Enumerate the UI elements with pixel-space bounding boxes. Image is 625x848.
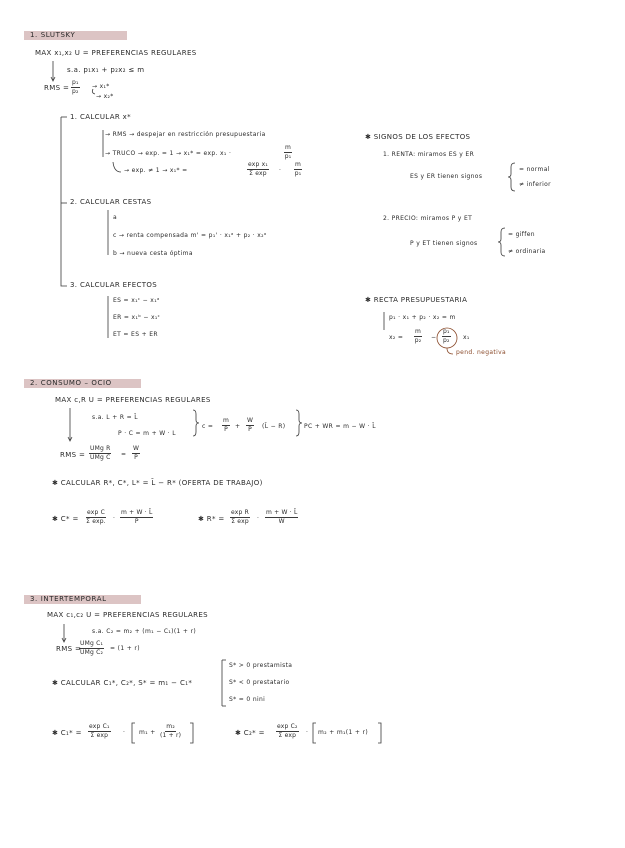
s1-step2-title: 2. CALCULAR CESTAS [70, 198, 152, 206]
s2-maximize: MAX c,R U = PREFERENCIAS REGULARES [55, 396, 211, 404]
s1-step1-exp-fraction: $\frac{\text{exp x₁}}{\text{Σ exp}}$ [248, 161, 269, 177]
s1-es: ES = x₁ᶜ − x₁ᵃ [113, 297, 160, 304]
s2-calcular: ✱ CALCULAR R*, C*, L* = L̄ − R* (OFERTA DE TRABAJO) [52, 479, 263, 487]
s1-normal: = normal [519, 166, 550, 173]
section-1-header: 1. SLUTSKY [24, 31, 127, 40]
s2-cstar-exp: $\frac{\text{exp C}}{\text{Σ exp.}}$ [86, 509, 106, 525]
s1-step1-exp-not-one: → exp. ≠ 1 → x₁* = [124, 167, 188, 174]
s1-giffen: = giffen [508, 231, 535, 238]
s1-step1-rms: → RMS → despejar en restricción presupuestaria [105, 131, 266, 138]
s3-s-positive: S* > 0 prestamista [229, 662, 293, 669]
s1-ordinaria: ≠ ordinaria [508, 248, 546, 255]
s2-c-label: c = [202, 423, 214, 430]
s3-c1-bracket-frac: $\frac{\text{m₂}}{(1 + r)}$ [160, 723, 182, 739]
s1-er: ER = x₁ᵇ − x₁ᶜ [113, 314, 161, 321]
s1-x1-tail: x₁ [463, 334, 470, 341]
s3-c2-exp: $\frac{\text{exp C₂}}{\text{Σ exp}}$ [277, 723, 298, 739]
s2-constraint-2: P · C = m + W · L [118, 430, 177, 437]
s3-rms-tail: = (1 + r) [110, 645, 140, 652]
s1-step1-m-fraction: $\frac{m}{\text{p₁}}$ [294, 161, 302, 177]
s1-pendiente-negativa: pend. negativa [456, 349, 507, 356]
s3-rms-label: RMS = [56, 645, 82, 653]
s3-s-negative: S* < 0 prestatario [229, 679, 290, 686]
s1-step2-b: b → nueva cesta óptima [113, 250, 193, 257]
s2-rstar-exp: $\frac{\text{exp R}}{\text{Σ exp}}$ [231, 509, 250, 525]
s2-c-tail: (L̄ − R) [262, 423, 286, 430]
s2-rstar-income: $\frac{m + W \cdot L̄}{W}$ [266, 509, 298, 525]
s1-x1-star: → x₁* [92, 83, 110, 90]
s2-c-frac-2: $\frac{W}{P}$ [247, 417, 254, 433]
s2-budget-line: PC + WR = m − W · L̄ [304, 423, 376, 430]
s1-renta-question: ES y ER tienen signos [410, 173, 483, 180]
s1-slope: $\frac{\text{p₁}}{\text{p₂}}$ [443, 328, 450, 344]
s1-renta: 1. RENTA: miramos ES y ER [383, 151, 475, 158]
s1-step1-title: 1. CALCULAR x* [70, 113, 131, 121]
s3-maximize: MAX c₁,c₂ U = PREFERENCIAS REGULARES [47, 611, 208, 619]
s1-maximize: MAX x₁,x₂ U = PREFERENCIAS REGULARES [35, 49, 197, 57]
s2-rms-price-ratio: $\frac{W}{P}$ [133, 445, 140, 461]
s1-x2-label: x₂ = [389, 334, 404, 341]
s3-c2-label: ✱ C₂* = [235, 729, 265, 737]
s1-inferior: ≠ inferior [519, 181, 551, 188]
s3-rms-fraction: UMg C₁ UMg C₂ [80, 640, 104, 656]
s2-rstar-label: ✱ R* = [198, 515, 225, 523]
s1-precio: 2. PRECIO: miramos P y ET [383, 215, 473, 222]
section-3-header: 3. INTERTEMPORAL [24, 595, 141, 604]
s2-rms-label: RMS = [60, 451, 86, 459]
s3-constraint: s.a. C₂ = m₂ + (m₁ − C₁)(1 + r) [92, 628, 197, 635]
s1-et: ET = ES + ER [113, 331, 158, 338]
s3-calcular: ✱ CALCULAR C₁*, C₂*, S* = m₁ − C₁* [52, 679, 193, 687]
s2-cstar-income: $\frac{m + W \cdot L̄}{P}$ [121, 509, 153, 525]
s1-step2-a: a [113, 214, 118, 221]
s1-step1-truco: → TRUCO → exp. = 1 → x₁* = exp. x₁ · [105, 150, 232, 157]
s1-signos-title: ✱ SIGNOS DE LOS EFECTOS [365, 133, 471, 141]
s1-recta-title: ✱ RECTA PRESUPUESTARIA [365, 296, 468, 304]
s1-rms-label: RMS = [44, 84, 70, 92]
s2-cstar-label: ✱ C* = [52, 515, 79, 523]
s1-recta-equation: p₁ · x₁ + p₂ · x₂ = m [389, 314, 456, 321]
s3-c1-label: ✱ C₁* = [52, 729, 82, 737]
s1-precio-question: P y ET tienen signos [410, 240, 478, 247]
s3-c2-bracket: m₂ + m₁(1 + r) [318, 729, 369, 736]
s1-x2-star: → x₂* [96, 93, 114, 100]
s3-s-zero: S* = 0 nini [229, 696, 266, 703]
s1-constraint: s.a. p₁x₁ + p₂x₂ ≤ m [67, 66, 145, 74]
s1-rms-fraction: $\frac{\text{p₁}}{\text{p₂}}$ [72, 79, 79, 95]
s1-step2-c: c → renta compensada m' = p₁' · x₁ᵃ + p₂ · x₂ᵃ [113, 232, 267, 239]
s2-rms-fraction: UMg R UMg C [89, 445, 111, 461]
s1-x2-intercept: $\frac{m}{\text{p₂}}$ [414, 328, 422, 344]
section-2-header: 2. CONSUMO – OCIO [24, 379, 141, 388]
s1-step3-title: 3. CALCULAR EFECTOS [70, 281, 158, 289]
s2-constraint-1: s.a. L + R = L̄ [92, 414, 138, 421]
s1-step1-truco-fraction: $\frac{m}{\text{p₁}}$ [284, 144, 292, 160]
s2-c-frac-1: $\frac{m}{P}$ [223, 417, 230, 433]
s3-c1-bracket-a: m₁ + [139, 729, 156, 736]
s3-c1-exp: $\frac{\text{exp C₁}}{\text{Σ exp}}$ [89, 723, 110, 739]
